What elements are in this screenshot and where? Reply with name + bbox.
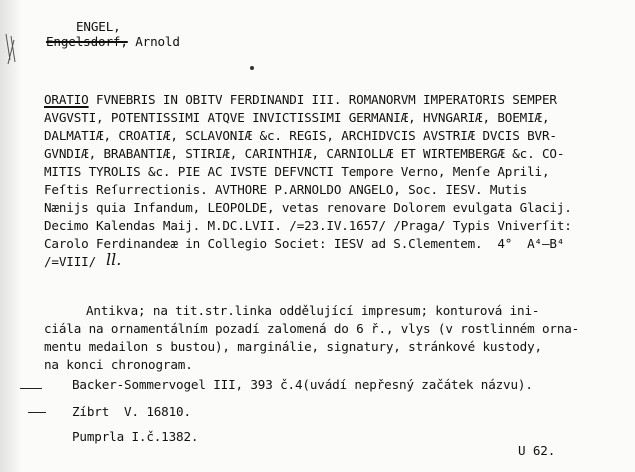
ink-speck	[250, 66, 254, 70]
title-first-word: ORATIO	[44, 92, 89, 107]
title-line-3: DALMATIÆ, CROATIÆ, SCLAVONIÆ &c. REGIS, ARCHIDVCIS AVSTRIÆ DVCIS BVR-	[44, 128, 557, 143]
reference-backer: Backer-Sommervogel III, 393 č.4(uvádí nepřesný začátek názvu).	[72, 377, 533, 392]
title-line-1-rest: FVNEBRIS IN OBITV FERDINANDI III. ROMANORVM IMPERATORIS SEMPER	[88, 92, 557, 107]
description-line-1: Antikva; na tit.str.linka oddělující impresum; konturová ini-	[86, 303, 540, 318]
reference-pumprla: Pumprla I.č.1382.	[72, 429, 199, 444]
author-given-name: Arnold	[135, 34, 180, 49]
handwritten-mark: ll.	[106, 250, 122, 269]
pencil-dash-mark	[20, 388, 42, 389]
title-line-8: Decimo Kalendas Maij. M.DC.LVII. /=23.IV.1657/ /Praga/ Typis Vniverſit:	[44, 218, 572, 233]
struck-author-name: Engelsdorf,	[46, 34, 128, 49]
title-line-1	[44, 92, 557, 108]
author-heading-line	[46, 34, 180, 50]
title-line-5: MITIS TYROLIS &c. PIE AC IVSTE DEFVNCTI Tempore Verno, Menſe Aprili,	[44, 164, 550, 179]
description-line-4: na konci chronogram.	[44, 357, 193, 372]
description-line-2: ciála na ornamentálním pozadí zalomená do 6 ř., vlys (v rostlinném orna-	[44, 321, 580, 336]
description-line-3: mentu medailon s bustou), marginálie, signatury, stránkové kustody,	[44, 339, 542, 354]
author-surname: ENGEL,	[76, 19, 121, 34]
pencil-dash-mark-2	[28, 412, 46, 413]
scan-shadow-edge	[0, 0, 22, 472]
title-line-6: Feſtis Reſurrectionis. AVTHORE P.ARNOLDO ANGELO, Soc. IESV. Mutis	[44, 182, 528, 197]
title-line-10: /=VIII/	[44, 254, 97, 269]
title-line-9: Carolo Ferdinandeæ in Collegio Societ: IESV ad S.Clementem. 4° A⁴–B⁴	[44, 236, 565, 251]
margin-pencil-mark-icon	[2, 30, 22, 66]
title-line-7: Nænijs quia Infandum, LEOPOLDE, vetas renovare Dolorem evulgata Glacij.	[44, 200, 572, 215]
title-line-4: GVNDIÆ, BRABANTIÆ, STIRIÆ, CARINTHIÆ, CARNIOLLÆ ET WIRTEMBERGÆ &c. CO-	[44, 146, 565, 161]
title-line-2: AVGVSTI, POTENTISSIMI ATQVE INVICTISSIMI GERMANIÆ, HVNGARIÆ, BOEMIÆ,	[44, 110, 550, 125]
reference-zibrt: Zíbrt V. 16810.	[72, 404, 191, 419]
shelfmark: U 62.	[518, 443, 556, 458]
